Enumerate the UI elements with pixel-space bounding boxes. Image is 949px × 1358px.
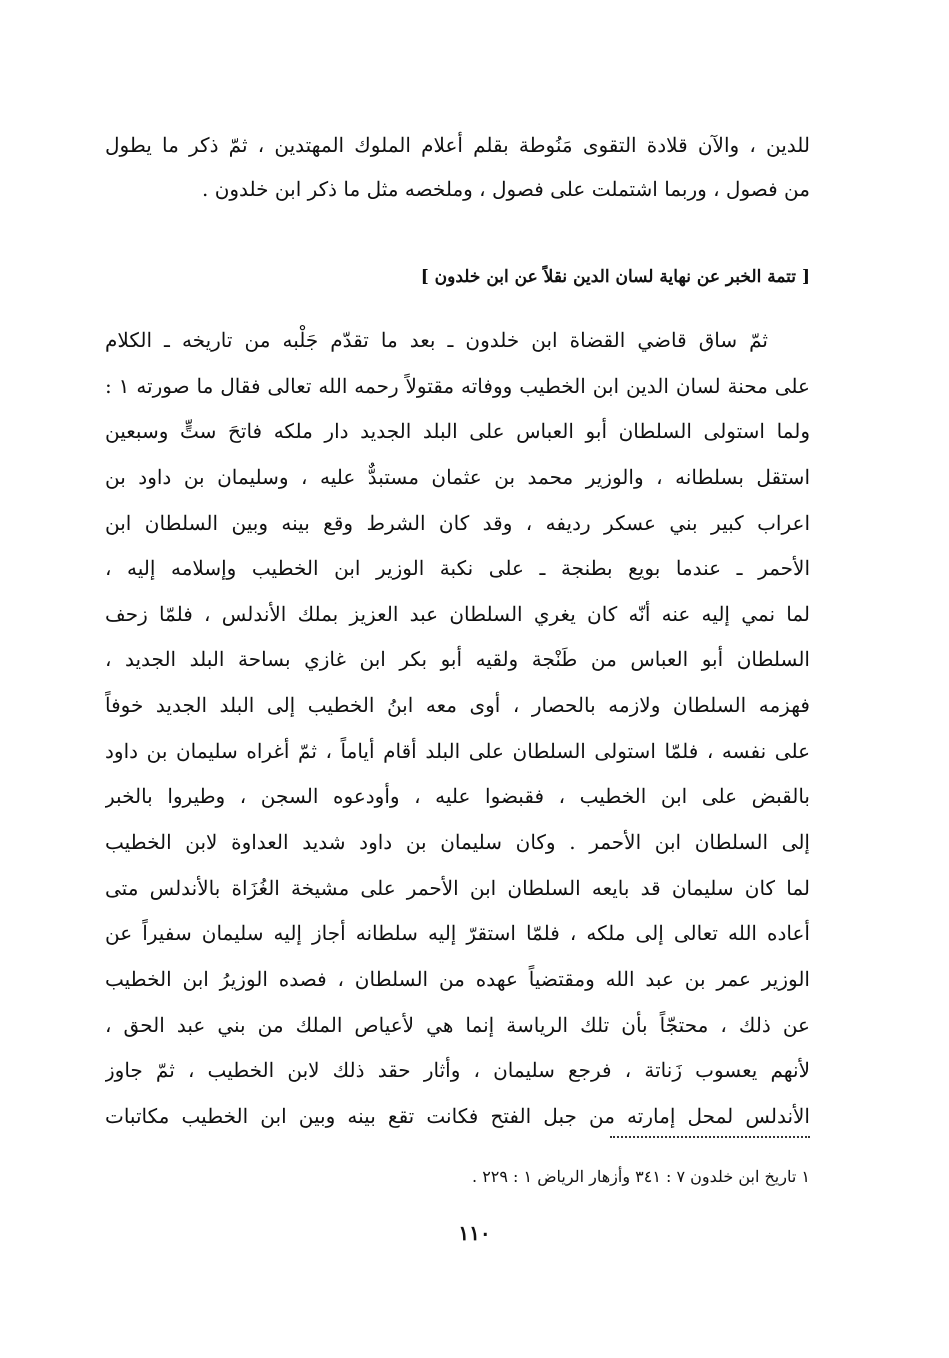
body-line: لما كان سليمان قد بايعه السلطان ابن الأحمر على مشيخة الغُزَاة بالأندلس متى — [105, 875, 810, 900]
body-paragraph — [105, 318, 810, 1140]
body-line: بالقبض على ابن الخطيب ، فقبضوا عليه ، وأودعوه السجن ، وطيروا بالخبر — [105, 784, 810, 809]
intro-paragraph — [105, 123, 810, 211]
footnote-divider — [610, 1136, 810, 1138]
body-line: ولما استولى السلطان أبو العباس على البلد الجديد دار ملكه فاتحَ ستٍّ وسبعين — [105, 419, 810, 444]
body-line: الأحمر ـ عندما بويع بطنجة ـ على نكبة الوزير ابن الخطيب وإسلامه إليه ، — [105, 556, 810, 581]
body-line: أعاده الله تعالى إلى ملكه ، فلمّا استقرّ إليه سلطانه أجاز إليه سليمان سفيراً عن — [105, 921, 810, 946]
body-line: لأنهم يعسوب زَناتة ، فرجع سليمان ، وأثار حقد ذلك لابن الخطيب ، ثمّ جاوز — [105, 1058, 810, 1083]
body-line: عن ذلك ، محتجّاً بأن تلك الرياسة إنما هي لأعياص الملك من بني عبد الحق ، — [105, 1012, 810, 1037]
body-line: لما نمي إليه عنه أنّه كان يغري السلطان عبد العزيز بملك الأندلس ، فلمّا زحف — [105, 601, 810, 626]
body-line: إلى السلطان ابن الأحمر . وكان سليمان بن داود شديد العداوة لابن الخطيب — [105, 830, 810, 855]
body-line: على نفسه ، فلمّا استولى السلطان على البلد أقام أياماً ، ثمّ أغراه سليمان بن داود — [105, 738, 810, 763]
body-line: على محنة لسان الدين ابن الخطيب ووفاته مقتولاً رحمه الله تعالى فقال ما صورته ١ : — [105, 373, 810, 398]
body-line: الوزير عمر بن عبد الله ومقتضياً عهده من السلطان ، فصده الوزيرُ ابن الخطيب — [105, 966, 810, 991]
body-line: السلطان أبو العباس من طَنْجة ولقيه أبو بكر ابن غازي بساحة البلد الجديد ، — [105, 647, 810, 672]
intro-line: للدين ، والآن قلادة التقوى مَنُوطة بقلم أعلام الملوك المهتدين ، ثمّ ذكر ما يطول — [105, 133, 810, 157]
body-line: اعراب كبير بني عسكر رديفه ، وقد كان الشرط وقع بينه وبين السلطان ابن — [105, 510, 810, 535]
body-line: الأندلس لمحل إمارته من جبل الفتح فكانت تقع بينه وبين ابن الخطيب مكاتبات — [105, 1103, 810, 1128]
body-line: استقل بسلطانه ، والوزير محمد بن عثمان مستبدٌّ عليه ، وسليمان بن داود بن — [105, 464, 810, 489]
page-number: ١١٠ — [458, 1221, 491, 1245]
footnote: ١ تاريخ ابن خلدون ٧ : ٣٤١ وأزهار الرياض ١ : ٢٢٩ . — [472, 1167, 810, 1186]
section-heading: [ تتمة الخبر عن نهاية لسان الدين نقلاً عن ابن خلدون ] — [420, 267, 810, 287]
intro-line: من فصول ، وربما اشتملت على فصول ، وملخصه مثل ما ذكر ابن خلدون . — [202, 177, 810, 201]
body-line: فهزمه السلطان ولازمه بالحصار ، أوى معه ابنُ الخطيب إلى البلد الجديد خوفاً — [105, 693, 810, 718]
body-line: ثمّ ساق قاضي القضاة ابن خلدون ـ بعد ما تقدّم جَلْبه من تاريخه ـ الكلام — [105, 328, 768, 352]
